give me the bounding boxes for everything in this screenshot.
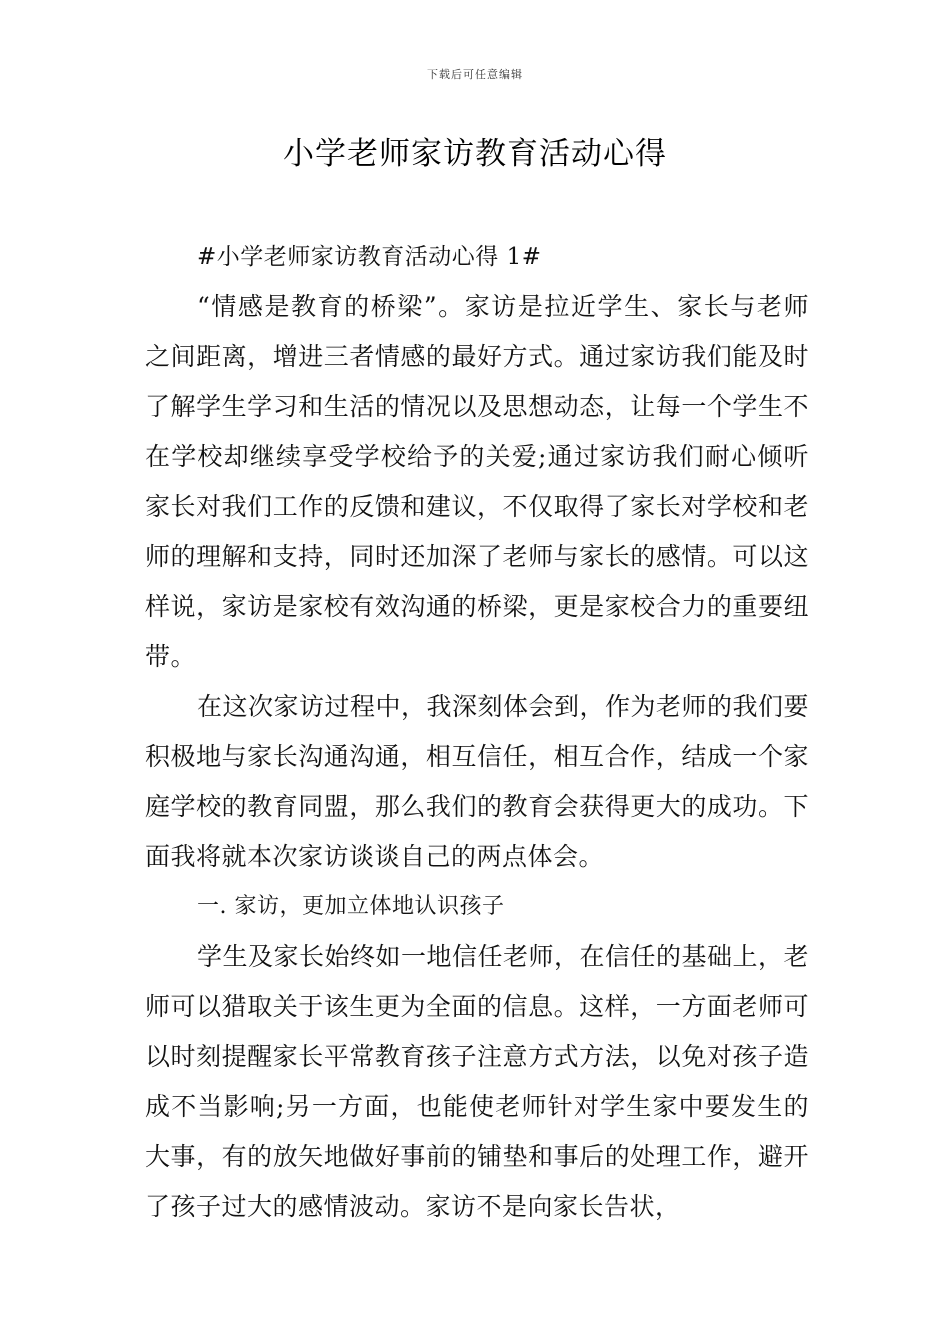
paragraph-2: 在这次家访过程中，我深刻体会到，作为老师的我们要积极地与家长沟通沟通，相互信任，相互合作，结成一个家庭学校的教育同盟，那么我们的教育会获得更大的成功。下面我将就本次家访谈谈自己的两点体会。 [145, 692, 810, 871]
paragraph-1: “情感是教育的桥梁”。家访是拉近学生、家长与老师之间距离，增进三者情感的最好方式。通过家访我们能及时了解学生学习和生活的情况以及思想动态，让每一个学生不在学校却继续享受学校给予的关爱;通过家访我们耐心倾听家长对我们工作的反馈和建议，不仅取得了家长对学校和老师的理解和支持，同时还加深了老师与家长的感情。可以这样说，家访是家校有效沟通的桥梁，更是家校合力的重要纽带。 [145, 292, 809, 671]
header-note: 下载后可任意编辑 [427, 68, 523, 81]
paragraph-3: 学生及家长始终如一地信任老师，在信任的基础上，老师可以猎取关于该生更为全面的信息。这样，一方面老师可以时刻提醒家长平常教育孩子注意方式方法，以免对孩子造成不当影响;另一方面，也能使老师针对学生家中要发生的大事，有的放矢地做好事前的铺垫和事后的处理工作，避开了孩子过大的感情波动。家访不是向家长告状， [145, 942, 810, 1221]
section-marker: #小学老师家访教育活动心得 1# [197, 244, 542, 270]
document-body [145, 232, 809, 1232]
subheading-1: 一. 家访，更加立体地认识孩子 [197, 894, 505, 919]
document-title: 小学老师家访教育活动心得 [283, 136, 667, 172]
